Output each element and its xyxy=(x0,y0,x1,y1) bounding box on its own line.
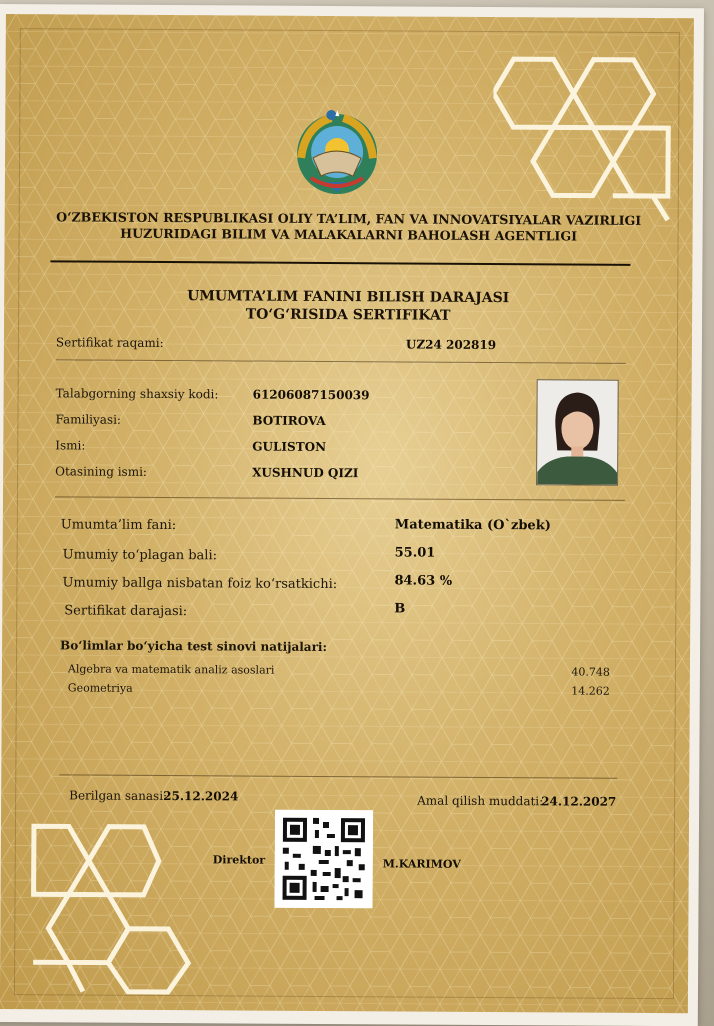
title-line-1: UMUMTA’LIM FANINI BILISH DARAJASI xyxy=(187,288,510,307)
level-label: Sertifikat darajasi: xyxy=(64,603,188,620)
divider-3 xyxy=(59,774,617,778)
certificate-title xyxy=(34,286,662,326)
name-label: Ismi: xyxy=(55,438,86,453)
personal-code-value: 61206087150039 xyxy=(252,387,370,403)
paper-sheet xyxy=(0,4,704,1026)
portrait-photo xyxy=(536,379,619,485)
divider-1 xyxy=(56,359,626,363)
header-divider xyxy=(50,260,630,266)
score-label: Umumiy to‘plagan bali: xyxy=(62,547,218,564)
patronymic-value: XUSHNUD QIZI xyxy=(252,465,359,481)
certificate xyxy=(0,14,694,1013)
director-name: M.KARIMOV xyxy=(382,857,461,871)
state-emblem-icon xyxy=(291,106,384,199)
patronymic-label: Otasining ismi: xyxy=(55,464,148,479)
name-value: GULISTON xyxy=(252,439,327,455)
cert-number-label: Sertifikat raqami: xyxy=(55,335,164,351)
sections-title: Bo‘limlar bo‘yicha test sinovi natijalari: xyxy=(60,638,327,655)
surname-value: BOTIROVA xyxy=(252,413,326,428)
issued-date-label: Berilgan sanasi: xyxy=(69,788,168,804)
surname-label: Familiyasi: xyxy=(55,412,122,427)
score-value: 55.01 xyxy=(394,545,436,561)
level-value: B xyxy=(394,601,406,617)
section-item-label: Algebra va matematik analiz asoslari xyxy=(67,662,275,677)
valid-until-label: Amal qilish muddati: xyxy=(417,793,544,809)
qr-code-icon xyxy=(274,810,373,909)
issued-date-value: 25.12.2024 xyxy=(163,789,239,804)
percent-value: 84.63 % xyxy=(394,573,453,589)
title-line-2: TO‘G‘RISIDA SERTIFIKAT xyxy=(245,306,451,324)
ministry-header xyxy=(35,209,663,245)
portrait-image xyxy=(537,380,618,484)
divider-2 xyxy=(55,496,625,500)
director-label: Direktor xyxy=(212,853,266,867)
section-item-value: 40.748 xyxy=(571,665,610,679)
percent-label: Umumiy ballga nisbatan foiz ko‘rsatkichi: xyxy=(62,575,338,593)
section-item-label: Geometriya xyxy=(67,681,133,695)
ministry-line-2: HUZURIDAGI BILIM VA MALAKALARNI BAHOLASH AGENTLIGI xyxy=(120,225,578,244)
ministry-line-1: O‘ZBEKISTON RESPUBLIKASI OLIY TA’LIM, FAN VA INNOVATSIYALAR VAZIRLIGI xyxy=(56,209,642,228)
personal-code-label: Talabgorning shaxsiy kodi: xyxy=(55,386,219,402)
valid-until-value: 24.12.2027 xyxy=(541,794,617,809)
subject-value: Matematika (O`zbek) xyxy=(394,517,551,534)
section-item-value: 14.262 xyxy=(571,684,610,698)
cert-number-value: UZ24 202819 xyxy=(405,337,497,353)
subject-label: Umumta’lim fani: xyxy=(60,517,177,534)
